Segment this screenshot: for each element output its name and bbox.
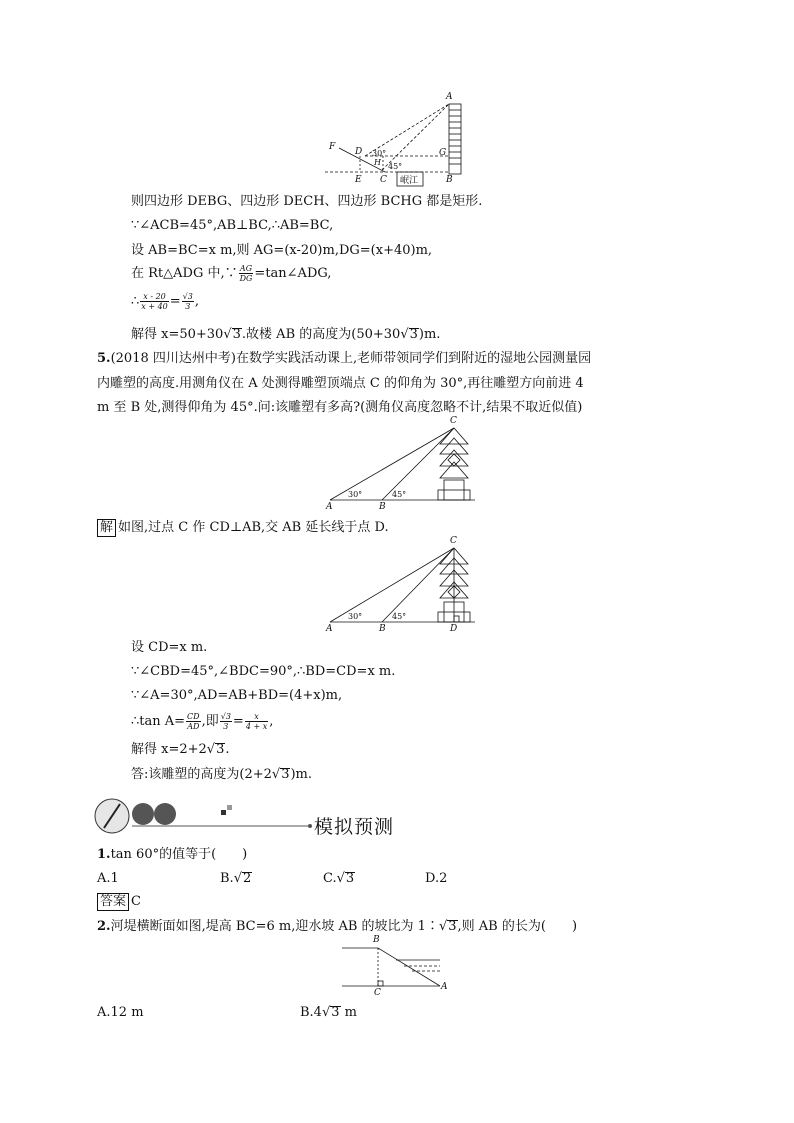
fig1-label-D: D xyxy=(355,147,363,157)
radicand: 3 xyxy=(331,1005,340,1020)
sol5-frac-root3 xyxy=(220,712,232,731)
sol5-line-1: 设 CD=x m. xyxy=(131,640,208,655)
sol5-line-4-d: , xyxy=(269,714,274,729)
p1-option-d: D.2 xyxy=(425,871,448,886)
radical-sign: √ xyxy=(206,742,216,757)
sol5-line-4 xyxy=(131,712,273,731)
fig3-angle-45: 45° xyxy=(392,612,407,621)
sol4-frac-x xyxy=(140,292,168,311)
sol4-frac-ag-dg xyxy=(239,264,254,283)
p1-question xyxy=(97,846,697,864)
fig3-label-D: D xyxy=(450,624,458,634)
fig1-label-A: A xyxy=(446,92,453,102)
fig1-label-F: F xyxy=(329,142,336,152)
sol5-line-5 xyxy=(131,741,230,759)
sol4-line-1: 则四边形 DEBG、四边形 DECH、四边形 BCHG 都是矩形. xyxy=(131,194,483,209)
q5-text-1: (2018 四川达州中考)在数学实践活动课上,老师带领同学们到附近的湿地公园测量园 xyxy=(110,351,592,366)
fig2-angle-45: 45° xyxy=(392,490,407,499)
fig1-label-H: H xyxy=(374,158,381,167)
figure-sculpture-2-svg xyxy=(320,540,480,636)
p2-text-a: 河堤横断面如图,堤高 BC=6 m,迎水坡 AB 的坡比为 1∶ xyxy=(110,919,439,934)
p2-option-a: A.12 m xyxy=(97,1005,144,1020)
p1-answer xyxy=(97,893,697,911)
fig1-river-label: 岷江 xyxy=(400,176,419,186)
option-unit: m xyxy=(340,1005,358,1020)
sol4-line-6-a: 解得 x=50+30 xyxy=(131,327,224,342)
sol4-line-4-text: 在 Rt△ADG 中,∵ xyxy=(131,266,238,281)
sol5-line-4-a: ∴tan A= xyxy=(131,714,186,729)
sol4-line-3: 设 AB=BC=x m,则 AG=(x-20)m,DG=(x+40)m, xyxy=(131,243,433,258)
fig3-label-A: A xyxy=(326,624,333,634)
fig4-label-B: B xyxy=(373,935,380,945)
p1-text: tan 60°的值等于( ) xyxy=(110,847,248,862)
q5-number: 5. xyxy=(97,351,111,366)
frac-num: AG xyxy=(239,264,253,273)
fig2-label-A: A xyxy=(326,502,333,512)
radicand: 3 xyxy=(345,871,355,886)
sol4-line-6 xyxy=(131,326,440,344)
sol4-line-2: ∵∠ACB=45°,AB⊥BC,∴AB=BC, xyxy=(131,218,334,233)
radical-sign: √ xyxy=(223,327,232,342)
section-title: 模拟预测 xyxy=(314,816,395,838)
option-label: C. xyxy=(323,871,337,886)
sol5-frac-x xyxy=(245,712,268,731)
radicand: 3 xyxy=(232,327,241,342)
frac-den: x + 40 xyxy=(141,302,168,311)
p2-text-b: ,则 AB 的长为( ) xyxy=(457,919,578,934)
figure-embankment xyxy=(340,936,456,1000)
p1-option-b xyxy=(220,870,252,888)
radicand: 3 xyxy=(281,767,290,782)
figure-sculpture-1 xyxy=(320,416,480,512)
fig2-angle-30: 30° xyxy=(348,490,363,499)
frac-den: 3 xyxy=(185,302,191,311)
frac-num: x - 20 xyxy=(140,292,168,302)
q5-line-2: 内雕塑的高度.用测角仪在 A 处测得雕塑顶端点 C 的仰角为 30°,再往雕塑方向前进 4 xyxy=(97,376,584,391)
frac-den: 3 xyxy=(223,722,229,731)
frac-num xyxy=(220,712,232,722)
p1-number: 1. xyxy=(97,847,111,862)
p2-number: 2. xyxy=(97,919,111,934)
radical-sign: √ xyxy=(400,327,409,342)
section-header xyxy=(94,796,414,836)
sol5-line-4-b: ,即 xyxy=(201,714,219,729)
p2-question xyxy=(97,918,697,936)
sol5-line-2: ∵∠CBD=45°,∠BDC=90°,∴BD=CD=x m. xyxy=(131,664,396,679)
fig3-label-B: B xyxy=(379,624,386,634)
fig1-label-C: C xyxy=(380,175,387,185)
radicand: 3 xyxy=(216,742,225,757)
p2-option-b xyxy=(300,1004,357,1022)
radical-sign: √ xyxy=(321,1005,331,1020)
fig1-label-E: E xyxy=(355,175,362,185)
radical-sign: √ xyxy=(233,871,242,886)
sol5-line-5-a: 解得 x=2+2 xyxy=(131,742,207,757)
sol4-line-5-eq: = xyxy=(169,294,181,309)
fig2-label-B: B xyxy=(379,502,386,512)
radical-sign: √ xyxy=(271,767,281,782)
sol4-line-6-c: )m. xyxy=(418,327,441,342)
frac-den: DG xyxy=(239,274,253,283)
frac-num xyxy=(182,292,194,302)
fig1-angle-45: 45° xyxy=(388,162,403,171)
frac-den: 4 + x xyxy=(245,722,268,731)
frac-num: CD xyxy=(187,712,200,721)
option-label: B.4 xyxy=(300,1005,322,1020)
p1-option-c xyxy=(323,870,355,888)
fig1-label-G: G xyxy=(439,148,447,158)
sol4-frac-root3 xyxy=(182,292,194,311)
fig4-label-C: C xyxy=(374,988,381,998)
fig3-label-C: C xyxy=(450,536,457,546)
figure-sculpture-2 xyxy=(320,536,480,636)
fig1-label-B: B xyxy=(446,175,453,185)
sol4-line-5-prefix: ∴ xyxy=(131,294,140,309)
figure-embankment-svg xyxy=(340,936,456,1000)
sol5-line-6-a: 答:该雕塑的高度为(2+2 xyxy=(131,767,272,782)
fig2-label-C: C xyxy=(450,416,457,426)
radical-sign: √ xyxy=(220,712,226,721)
sol5-line-0 xyxy=(97,519,697,537)
p1-option-a: A.1 xyxy=(97,871,119,886)
sol5-line-3: ∵∠A=30°,AD=AB+BD=(4+x)m, xyxy=(131,688,343,703)
sol5-line-6 xyxy=(131,766,312,784)
fig4-label-A: A xyxy=(441,982,448,992)
fig3-angle-30: 30° xyxy=(348,612,363,621)
q5-line-3: m 至 B 处,测得仰角为 45°.问:该雕塑有多高?(测角仪高度忽略不计,结果不取近似值) xyxy=(97,400,583,415)
sol4-line-6-b: .故楼 AB 的高度为(50+30 xyxy=(241,327,401,342)
sol5-line-6-b: )m. xyxy=(290,767,312,782)
frac-num: x xyxy=(245,712,268,722)
sol4-line-4 xyxy=(131,264,331,283)
sol5-line-4-c: = xyxy=(232,714,244,729)
sol4-line-4-tail: =tan∠ADG, xyxy=(254,266,332,281)
radicand: 2 xyxy=(242,871,252,886)
radical-sign: √ xyxy=(336,871,345,886)
radicand: 3 xyxy=(409,327,418,342)
sol4-line-5-tail: , xyxy=(194,294,200,309)
figure-building-river xyxy=(325,94,475,188)
radical-sign: √ xyxy=(438,919,448,934)
radical-sign: √ xyxy=(182,292,188,301)
solution-tag: 解 xyxy=(97,519,116,537)
sol5-text-0: 如图,过点 C 作 CD⊥AB,交 AB 延长线于点 D. xyxy=(118,520,389,535)
radicand: 3 xyxy=(187,292,193,301)
radicand: 3 xyxy=(448,919,457,934)
q5-line-1 xyxy=(97,350,697,368)
p1-answer-value: C xyxy=(131,894,141,909)
sol5-frac-cd-ad xyxy=(186,712,201,731)
option-label: B. xyxy=(220,871,234,886)
sol5-line-5-b: . xyxy=(225,742,230,757)
frac-den: AD xyxy=(187,722,200,731)
fig1-angle-30: 30° xyxy=(372,149,387,158)
radicand: 3 xyxy=(225,712,231,721)
sol4-line-5 xyxy=(131,292,199,311)
answer-tag: 答案 xyxy=(97,893,129,911)
